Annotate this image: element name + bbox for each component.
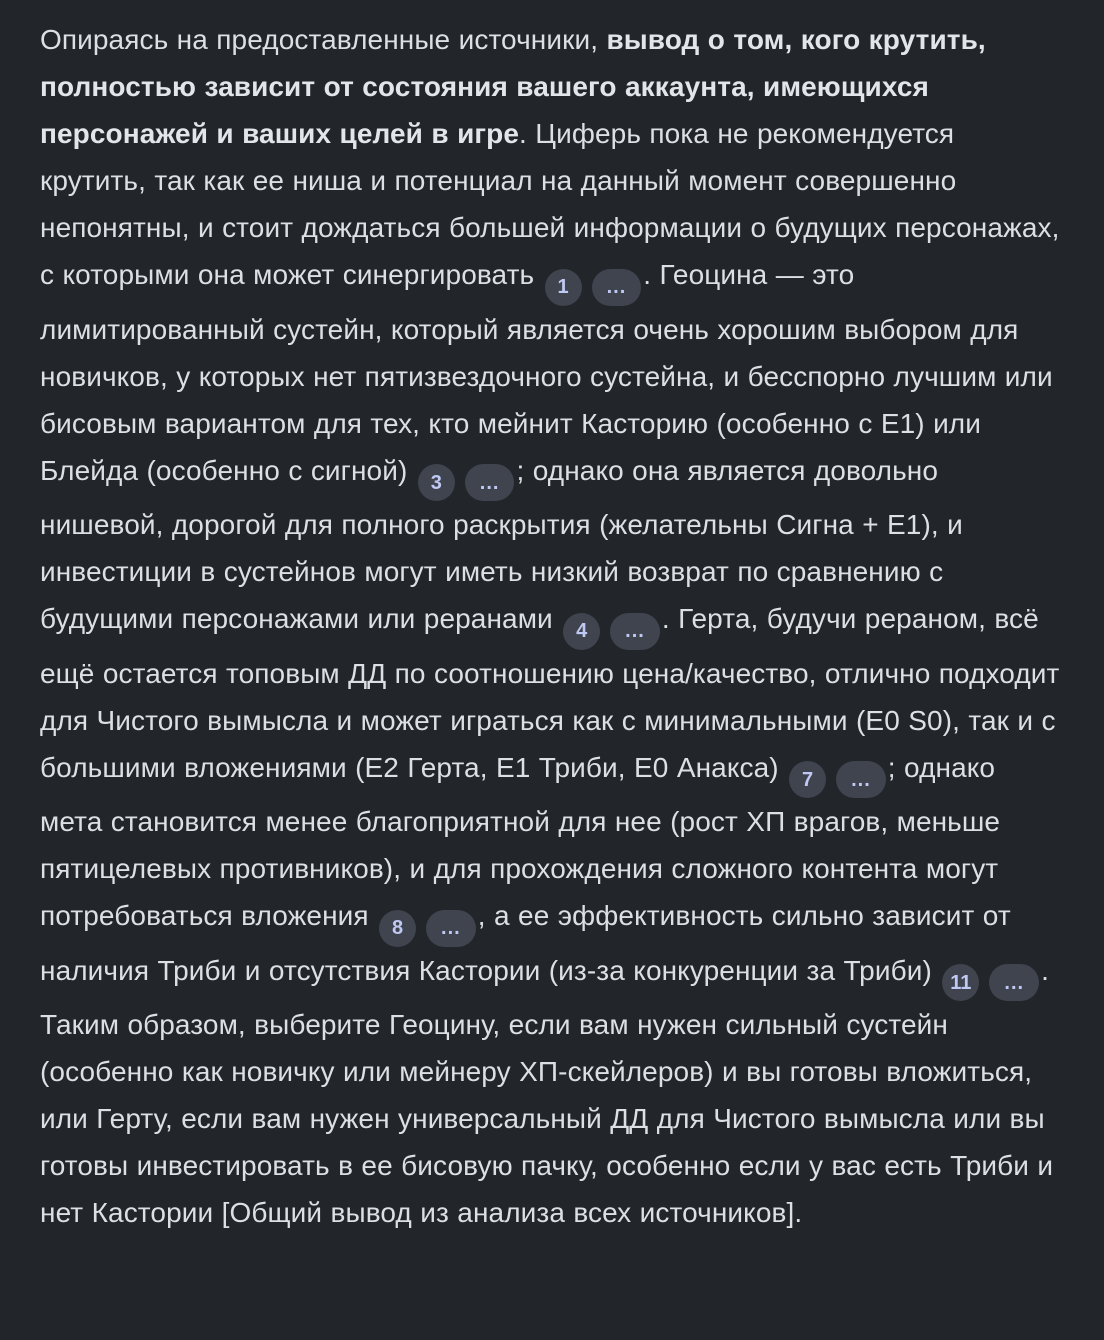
answer-text: , а ее эффективность сильно зависит от наличия Триби и отсутствия Кастории (из-за конкуренции за Триби)	[40, 900, 1011, 986]
citation-expand-button[interactable]: ...	[592, 269, 642, 306]
citation-expand-button[interactable]: ...	[836, 761, 886, 798]
answer-paragraph	[40, 16, 1064, 1236]
answer-text: . Герта, будучи рераном, всё ещё остается топовым ДД по соотношению цена/качество, отлично подходит для Чистого вымысла и может играться как с минимальными (E0 S0), так и с большими вложениями (E2 Герта, E1 Триби, E0 Анакса)	[40, 603, 1060, 783]
answer-text: . Таким образом, выберите Геоцину, если вам нужен сильный сустейн (особенно как новичку или мейнеру ХП-скейлеров) и вы готовы вложиться, или Герту, если вам нужен универсальный ДД для Чистого вымысла или вы готовы инвестировать в ее бисовую пачку, особенно если у вас есть Триби и нет Кастории [Общий вывод из анализа всех источников].	[40, 954, 1054, 1228]
answer-text: Опираясь на предоставленные источники,	[40, 24, 607, 55]
answer-text-bold: вывод о том, кого крутить, полностью зависит от состояния вашего аккаунта, имеющихся персонажей и ваших целей в игре	[40, 24, 986, 149]
citation-badge-4[interactable]: 4	[563, 613, 600, 650]
answer-text: . Геоцина — это лимитированный сустейн, который является очень хорошим выбором для новичков, у которых нет пятизвездочного сустейна, и бесспорно лучшим или бисовым вариантом для тех, кто мейнит Касторию (особенно с E1) или Блейда (особенно с сигной)	[40, 259, 1053, 486]
citation-badge-3[interactable]: 3	[418, 464, 455, 501]
citation-expand-button[interactable]: ...	[426, 910, 476, 947]
answer-text: . Циферь пока не рекомендуется крутить, так как ее ниша и потенциал на данный момент совершенно непонятны, и стоит дождаться большей информации о будущих персонажах, с которыми она может синергировать	[40, 118, 1060, 290]
citation-expand-button[interactable]: ...	[610, 613, 660, 650]
citation-badge-11[interactable]: 11	[942, 964, 979, 1001]
answer-text: ; однако мета становится менее благоприятной для нее (рост ХП врагов, меньше пятицелевых противников), и для прохождения сложного контента могут потребоваться вложения	[40, 751, 1001, 931]
answer-text: ; однако она является довольно нишевой, дорогой для полного раскрытия (желательны Сигна + E1), и инвестиции в сустейнов могут иметь низкий возврат по сравнению с будущими персонажами или реранами	[40, 454, 963, 634]
citation-badge-8[interactable]: 8	[379, 910, 416, 947]
citation-expand-button[interactable]: ...	[465, 464, 515, 501]
citation-badge-1[interactable]: 1	[545, 269, 582, 306]
citation-expand-button[interactable]: ...	[989, 964, 1039, 1001]
citation-badge-7[interactable]: 7	[789, 761, 826, 798]
